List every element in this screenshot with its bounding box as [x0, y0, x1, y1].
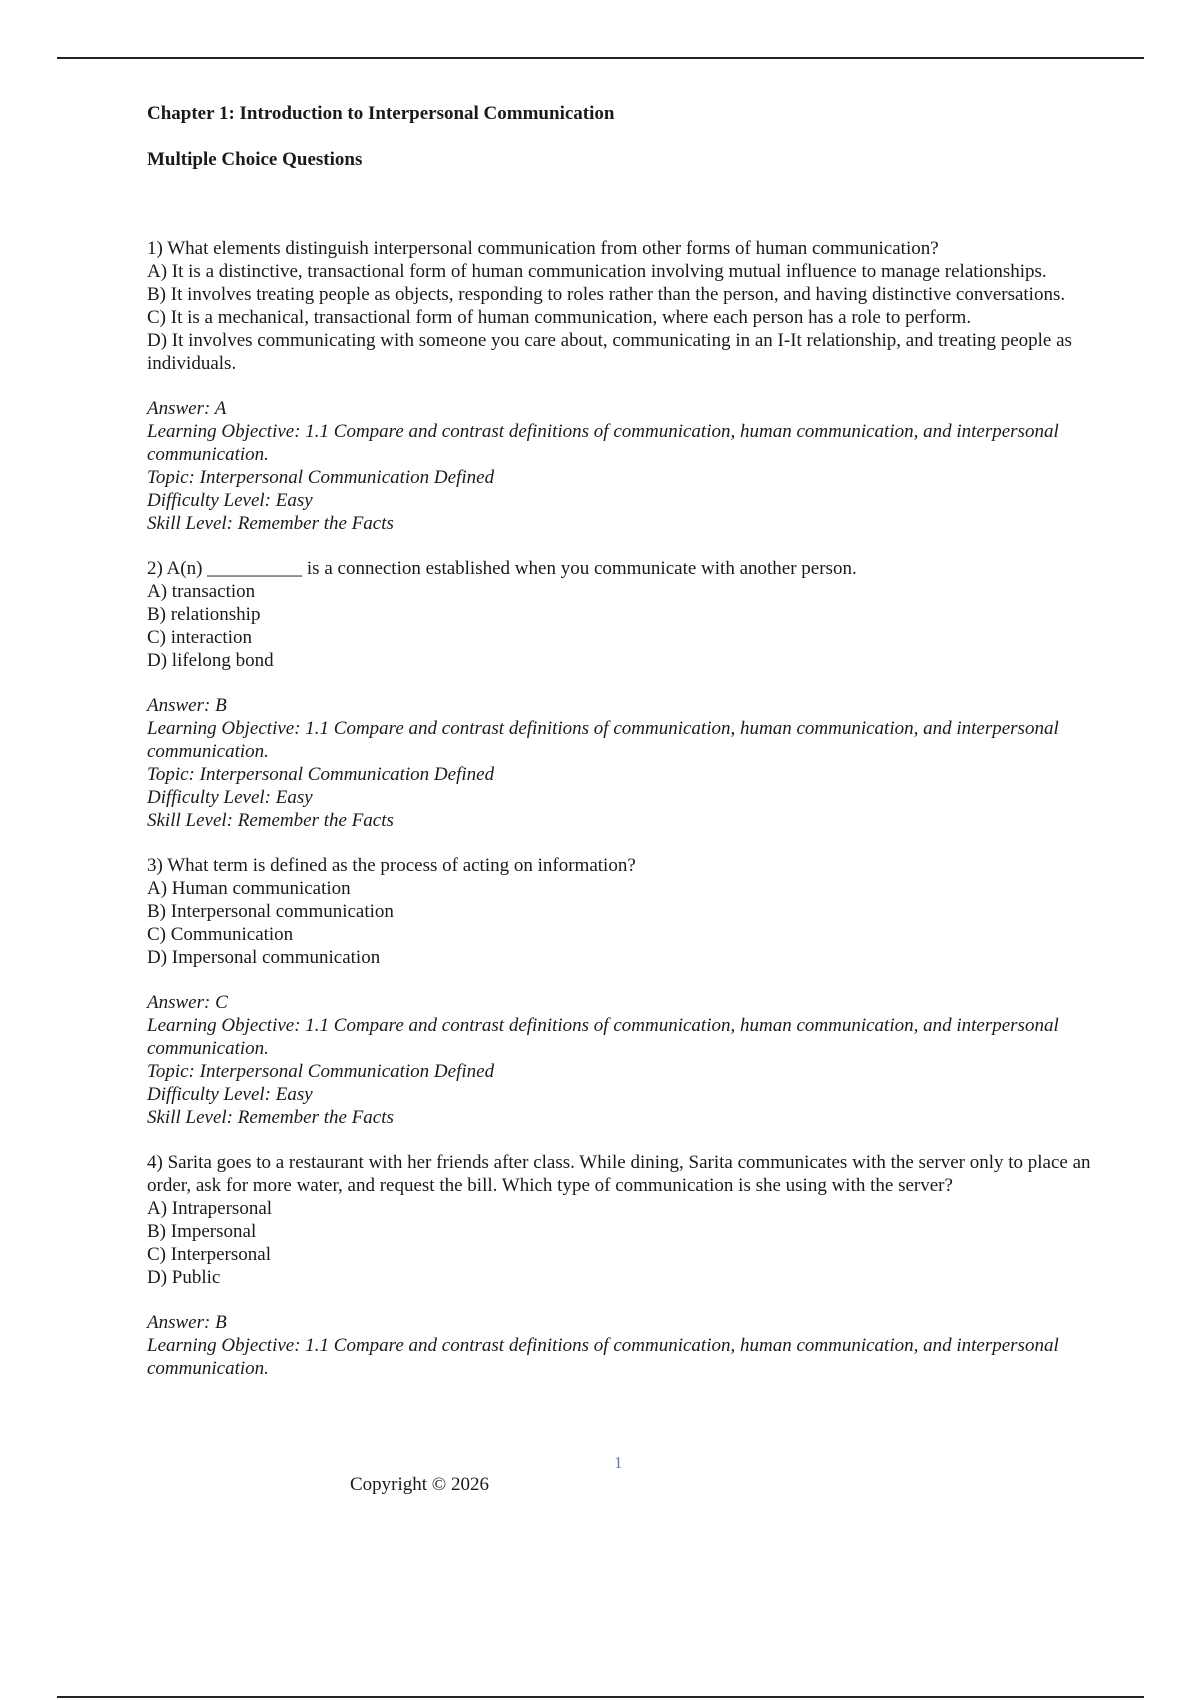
question-3: [147, 854, 1092, 1129]
answer: Answer: C: [147, 992, 228, 1013]
question-text: 1) What elements distinguish interpersonal communication from other forms of human communication?: [147, 238, 939, 259]
option-a: A) It is a distinctive, transactional form of human communication involving mutual influence to manage relationships.: [147, 261, 1047, 282]
section-subtitle: Multiple Choice Questions: [147, 149, 363, 170]
question-text: 2) A(n) __________ is a connection established when you communicate with another person.: [147, 558, 857, 579]
skill-level: Skill Level: Remember the Facts: [147, 513, 394, 534]
option-b: B) It involves treating people as objects, responding to roles rather than the person, and having distinctive conversations.: [147, 284, 1066, 305]
option-c: C) Communication: [147, 924, 294, 945]
option-b: B) Impersonal: [147, 1221, 257, 1242]
question-text: 4) Sarita goes to a restaurant with her friends after class. While dining, Sarita communicates with the server only to place an order, ask for more water, and request the bill. Which type of communication is she using with the server?: [147, 1152, 1091, 1196]
learning-objective: Learning Objective: 1.1 Compare and contrast definitions of communication, human communication, and interpersonal communication.: [147, 1335, 1059, 1379]
chapter-title: Chapter 1: Introduction to Interpersonal Communication: [147, 103, 615, 124]
answer-metadata: [147, 397, 1092, 535]
difficulty-level: Difficulty Level: Easy: [147, 490, 313, 511]
document-page: [147, 102, 1092, 1402]
option-a: A) Human communication: [147, 878, 351, 899]
skill-level: Skill Level: Remember the Facts: [147, 810, 394, 831]
learning-objective: Learning Objective: 1.1 Compare and contrast definitions of communication, human communication, and interpersonal communication.: [147, 421, 1059, 465]
question-2: [147, 557, 1092, 832]
option-d: D) It involves communicating with someone you care about, communicating in an I-It relationship, and treating people as individuals.: [147, 330, 1072, 374]
question-4: [147, 1151, 1092, 1380]
option-a: A) transaction: [147, 581, 256, 602]
question-1: [147, 237, 1092, 535]
option-c: C) Interpersonal: [147, 1244, 271, 1265]
option-d: D) Impersonal communication: [147, 947, 381, 968]
answer: Answer: A: [147, 398, 227, 419]
difficulty-level: Difficulty Level: Easy: [147, 787, 313, 808]
option-d: D) Public: [147, 1267, 221, 1288]
learning-objective: Learning Objective: 1.1 Compare and contrast definitions of communication, human communication, and interpersonal communication.: [147, 1015, 1059, 1059]
option-a: A) Intrapersonal: [147, 1198, 273, 1219]
topic: Topic: Interpersonal Communication Defined: [147, 1061, 495, 1082]
skill-level: Skill Level: Remember the Facts: [147, 1107, 394, 1128]
copyright-notice: Copyright © 2026: [350, 1474, 489, 1495]
page-number: 1: [614, 1453, 623, 1472]
question-text: 3) What term is defined as the process of acting on information?: [147, 855, 636, 876]
difficulty-level: Difficulty Level: Easy: [147, 1084, 313, 1105]
topic: Topic: Interpersonal Communication Defined: [147, 764, 495, 785]
option-b: B) relationship: [147, 604, 261, 625]
bottom-rule: [57, 1696, 1144, 1698]
answer-metadata: [147, 694, 1092, 832]
question-list: [147, 237, 1092, 1380]
option-c: C) interaction: [147, 627, 252, 648]
answer: Answer: B: [147, 1312, 227, 1333]
answer-metadata: [147, 991, 1092, 1129]
option-d: D) lifelong bond: [147, 650, 274, 671]
top-rule: [57, 57, 1144, 59]
answer-metadata: [147, 1311, 1092, 1380]
topic: Topic: Interpersonal Communication Defined: [147, 467, 495, 488]
answer: Answer: B: [147, 695, 227, 716]
option-b: B) Interpersonal communication: [147, 901, 394, 922]
option-c: C) It is a mechanical, transactional form of human communication, where each person has a role to perform.: [147, 307, 972, 328]
learning-objective: Learning Objective: 1.1 Compare and contrast definitions of communication, human communication, and interpersonal communication.: [147, 718, 1059, 762]
